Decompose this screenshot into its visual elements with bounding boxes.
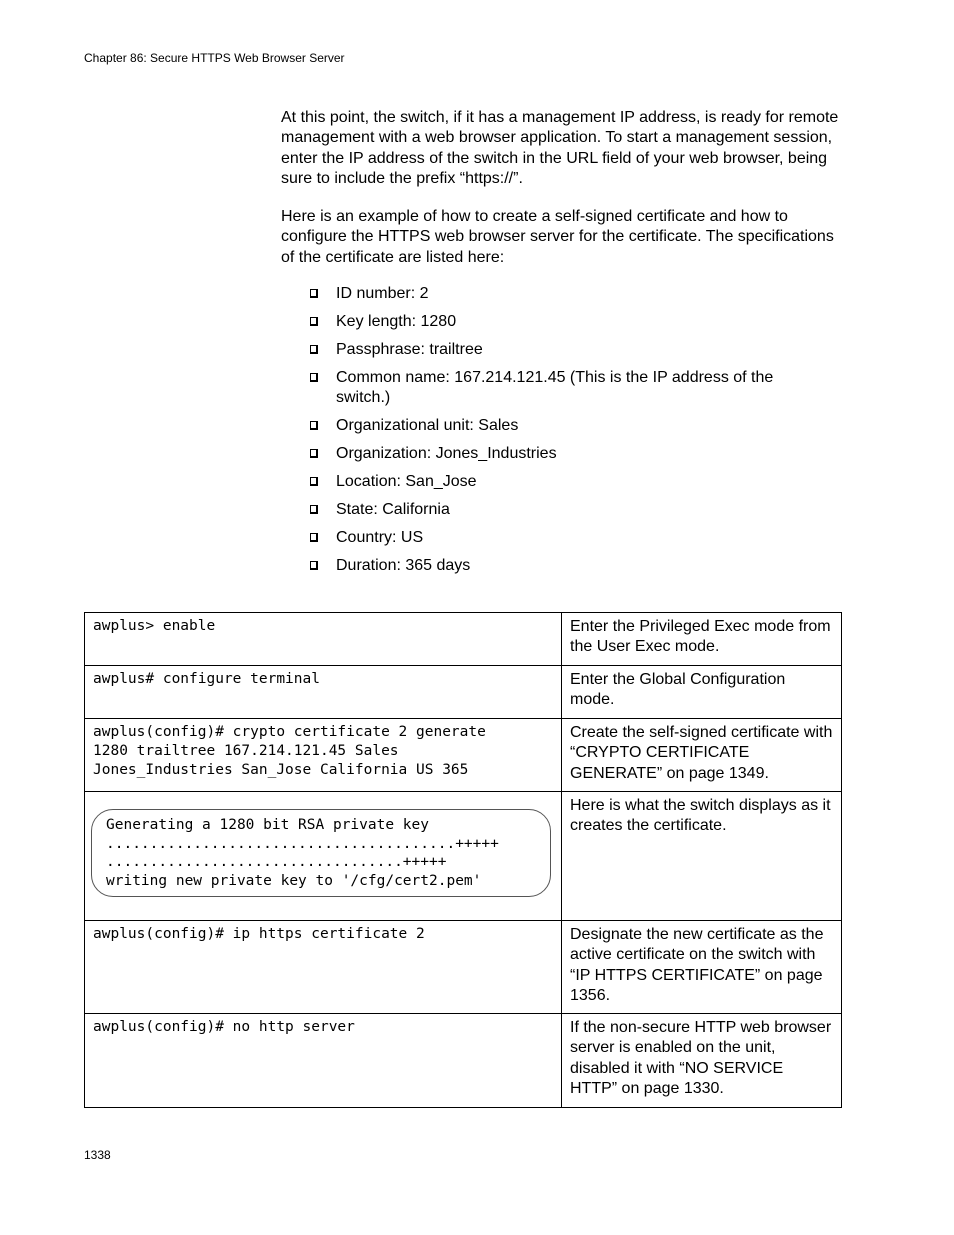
checkbox-bullet-icon: [310, 289, 318, 298]
spec-list: [310, 284, 830, 584]
list-item: [310, 556, 830, 576]
description-cell: Enter the Privileged Exec mode from the User Exec mode.: [562, 613, 842, 666]
checkbox-bullet-icon: [310, 533, 318, 542]
command-cell: awplus(config)# ip https certificate 2: [85, 921, 562, 1014]
checkbox-bullet-icon: [310, 477, 318, 486]
description-cell: Here is what the switch displays as it creates the certificate.: [562, 792, 842, 921]
list-item: [310, 500, 830, 520]
checkbox-bullet-icon: [310, 373, 318, 382]
description-cell: Create the self-signed certificate with “CRYPTO CERTIFICATE GENERATE” on page 1349.: [562, 719, 842, 792]
list-item: [310, 416, 830, 436]
list-item-text: Key length: 1280: [336, 312, 457, 330]
list-item-text: Country: US: [336, 529, 424, 547]
running-header: Chapter 86: Secure HTTPS Web Browser Server: [84, 51, 345, 65]
description-cell: Designate the new certificate as the active certificate on the switch with “IP HTTPS CERTIFICATE” on page 1356.: [562, 921, 842, 1014]
list-item-text: Passphrase: trailtree: [336, 340, 483, 358]
output-cell: [85, 792, 562, 921]
checkbox-bullet-icon: [310, 505, 318, 514]
table-row: [85, 666, 842, 719]
checkbox-bullet-icon: [310, 449, 318, 458]
example-paragraph: Here is an example of how to create a self-signed certificate and how to configure the HTTPS web browser server for the certificate. The specifications of the certificate are listed here:: [281, 208, 834, 266]
command-cell: awplus# configure terminal: [85, 666, 562, 719]
checkbox-bullet-icon: [310, 561, 318, 570]
command-table: [84, 612, 842, 1108]
command-cell: awplus(config)# crypto certificate 2 generate 1280 trailtree 167.214.121.45 Sales Jones_Industries San_Jose California US 365: [85, 719, 562, 792]
table-row: [85, 792, 842, 921]
table-row: [85, 613, 842, 666]
page-number: 1338: [84, 1148, 111, 1162]
description-cell: If the non-secure HTTP web browser server is enabled on the unit, disabled it with “NO SERVICE HTTP” on page 1330.: [562, 1014, 842, 1108]
table-row: [85, 719, 842, 792]
list-item: [310, 312, 830, 332]
description-cell: Enter the Global Configuration mode.: [562, 666, 842, 719]
list-item-text: Duration: 365 days: [336, 557, 471, 575]
console-output: Generating a 1280 bit RSA private key ........................................+++++ ..................................+++++ writing new private key to '/cfg/cert2.pem': [91, 809, 551, 897]
checkbox-bullet-icon: [310, 421, 318, 430]
list-item-text: ID number: 2: [336, 285, 429, 302]
list-item: [310, 528, 830, 548]
list-item-text: State: California: [336, 501, 450, 519]
list-item: [310, 340, 830, 360]
list-item: [310, 368, 830, 409]
table-row: [85, 1014, 842, 1108]
list-item: [310, 444, 830, 464]
list-item-text: Organizational unit: Sales: [336, 417, 519, 435]
command-cell: awplus(config)# no http server: [85, 1014, 562, 1108]
list-item-text: Organization: Jones_Industries: [336, 445, 557, 463]
list-item-text: Common name: 167.214.121.45 (This is the IP address of the switch.): [336, 368, 774, 407]
command-cell: awplus> enable: [85, 613, 562, 666]
table-row: [85, 921, 842, 1014]
list-item: [310, 472, 830, 492]
list-item-text: Location: San_Jose: [336, 473, 477, 491]
list-item: [310, 284, 830, 304]
intro-paragraph: At this point, the switch, if it has a management IP address, is ready for remote management with a web browser application. To start a management session, enter the IP address of the switch in the URL field of your web browser, being sure to include the prefix “https://”.: [281, 109, 839, 187]
checkbox-bullet-icon: [310, 317, 318, 326]
checkbox-bullet-icon: [310, 345, 318, 354]
